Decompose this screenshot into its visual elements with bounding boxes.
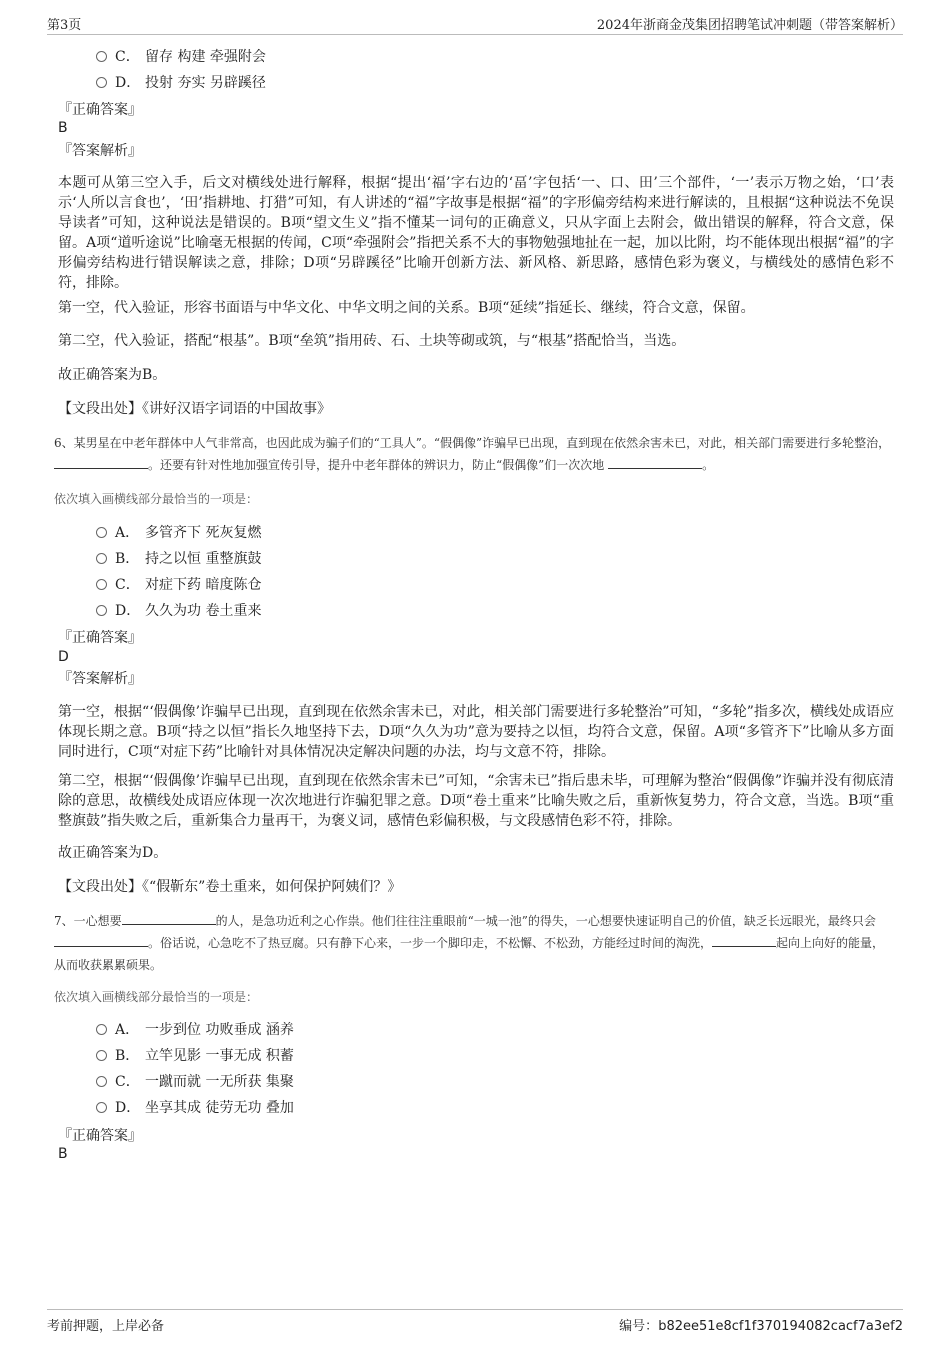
q6-option-c[interactable]: C． 对症下药 暗度陈仓 [96, 575, 261, 595]
q7-instruction: 依次填入画横线部分最恰当的一项是： [54, 990, 259, 1004]
footer-slogan: 考前押题，上岸必备 [47, 1319, 165, 1334]
q6-stem: 6、某男星在中老年群体中人气非常高，也因此成为骗子们的“工具人”。“假偶像”诈骗早已出现，直到现在依然余害未已，对此，相关部门需要进行多轮整治， 。还要有针对性地加强宣传引导，提升中老年群体的辨识力，防止“假偶像”们一次次地 。 [54, 436, 891, 472]
q7-answer: B [58, 1146, 68, 1162]
q7-option-d[interactable]: D． 坐享其成 徒劳无功 叠加 [96, 1098, 294, 1118]
page-footer [47, 1309, 903, 1334]
q5-option-c[interactable]: C． 留存 构建 牵强附会 [96, 47, 266, 67]
radio-icon[interactable] [96, 553, 107, 564]
q5-analysis-paragraph: 本题可从第三空入手，后文对横线处进行解释，根据“提出‘福’字右边的‘畐’字包括‘一、口、田’三个部件，‘一’表示万物之始，‘口’表示‘人所以言食也’，‘田’指耕地、打猎”可知，有人讲述的“福”字故事是根据“福”的字形偏旁结构来进行解读的，且根据“这种说法不免误导读者”可知，这种说法是错误的。B项“望文生义”指不懂某一词句的正确意义，只从字面上去附会，做出错误的解释，符合文意，保留。A项“道听途说”比喻毫无根据的传闻，C项“牵强附会”指把关系不大的事物勉强地扯在一起，加以比附，均不能体现出根据“福”的字形偏旁结构进行错误解读之意，排除；D项“另辟蹊径”比喻开创新方法、新风格、新思路，感情色彩为褒义，与横线处的感情色彩不符，排除。 [58, 175, 894, 291]
blank-1 [122, 912, 216, 925]
q6-option-a[interactable]: A． 多管齐下 死灰复燃 [96, 523, 261, 543]
q6-option-b[interactable]: B． 持之以恒 重整旗鼓 [96, 549, 261, 569]
q7-option-a[interactable]: A． 一步到位 功败垂成 涵养 [96, 1020, 294, 1040]
q5-answer-label: 『正确答案』 [58, 102, 142, 118]
radio-icon[interactable] [96, 527, 107, 538]
q7-option-c[interactable]: C． 一蹴而就 一无所获 集聚 [96, 1072, 294, 1092]
q6-source: 【文段出处】《“假靳东”卷土重来，如何保护阿姨们？》 [58, 879, 402, 895]
q7-option-b[interactable]: B． 立竿见影 一事无成 积蓄 [96, 1046, 294, 1066]
q5-answer: B [58, 120, 68, 136]
radio-icon[interactable] [96, 51, 107, 62]
q5-analysis-paragraph: 第二空，代入验证，搭配“根基”。B项“垒筑”指用砖、石、土块等砌或筑，与“根基”搭配恰当，当选。 [58, 333, 686, 349]
radio-icon[interactable] [96, 77, 107, 88]
q5-option-d[interactable]: D． 投射 夯实 另辟蹊径 [96, 73, 266, 93]
radio-icon[interactable] [96, 605, 107, 616]
radio-icon[interactable] [96, 579, 107, 590]
q6-analysis-paragraph: 第一空，根据“‘假偶像’诈骗早已出现，直到现在依然余害未已，对此，相关部门需要进行多轮整治”可知，“多轮”指多次，横线处成语应体现长期之意。B项“持之以恒”指长久地坚持下去，D项“久久为功”意为要持之以恒，均符合文意，保留。A项“多管齐下”比喻从多方面同时进行，C项“对症下药”比喻针对具体情况决定解决问题的办法，均与文意不符，排除。 [58, 704, 894, 760]
document-title: 2024年浙商金茂集团招聘笔试冲刺题（带答案解析） [596, 18, 903, 33]
q7-answer-label: 『正确答案』 [58, 1128, 142, 1144]
q6-conclusion: 故正确答案为D。 [58, 845, 168, 861]
q5-conclusion: 故正确答案为B。 [58, 367, 167, 383]
q6-answer: D [58, 649, 69, 665]
page-header [47, 14, 903, 35]
q7-stem: 7、一心想要 的人，是急功近利之心作祟。他们往往注重眼前“一城一池”的得失，一心想要快速证明自己的价值，缺乏长远眼光，最终只会。俗话说，心急吃不了热豆腐。只有静下心来，一步一个脚印走，不松懈、不松劲，方能经过时间的淘洗， 起向上向好的能量，从而收获累累硕果。 [54, 914, 885, 972]
page-number: 第3页 [47, 18, 82, 33]
q6-analysis-label: 『答案解析』 [58, 671, 142, 687]
q5-analysis-label: 『答案解析』 [58, 143, 142, 159]
document-code: 编号：b82ee51e8cf1f370194082cacf7a3ef2 [619, 1319, 903, 1334]
radio-icon[interactable] [96, 1050, 107, 1061]
q6-option-d[interactable]: D． 久久为功 卷土重来 [96, 601, 261, 621]
q5-source: 【文段出处】《讲好汉语字词语的中国故事》 [58, 401, 331, 417]
blank-3 [712, 934, 776, 947]
radio-icon[interactable] [96, 1076, 107, 1087]
q6-analysis-paragraph: 第二空，根据“‘假偶像’诈骗早已出现，直到现在依然余害未已”可知，“余害未已”指后患未毕，可理解为整治“假偶像”诈骗并没有彻底清除的意思，故横线处成语应体现一次次地进行诈骗犯罪之意。D项“卷土重来”比喻失败之后，重新恢复势力，符合文意，当选。B项“重整旗鼓”指失败之后，重新集合力量再干，为褒义词，感情色彩偏积极，与文段感情色彩不符，排除。 [58, 773, 894, 829]
blank-1 [54, 456, 148, 469]
radio-icon[interactable] [96, 1024, 107, 1035]
q5-analysis-paragraph: 第一空，代入验证，形容书面语与中华文化、中华文明之间的关系。B项“延续”指延长、继续，符合文意，保留。 [58, 300, 755, 316]
radio-icon[interactable] [96, 1102, 107, 1113]
blank-2 [608, 456, 702, 469]
q6-instruction: 依次填入画横线部分最恰当的一项是： [54, 492, 259, 506]
q6-answer-label: 『正确答案』 [58, 630, 142, 646]
blank-2 [54, 934, 148, 947]
